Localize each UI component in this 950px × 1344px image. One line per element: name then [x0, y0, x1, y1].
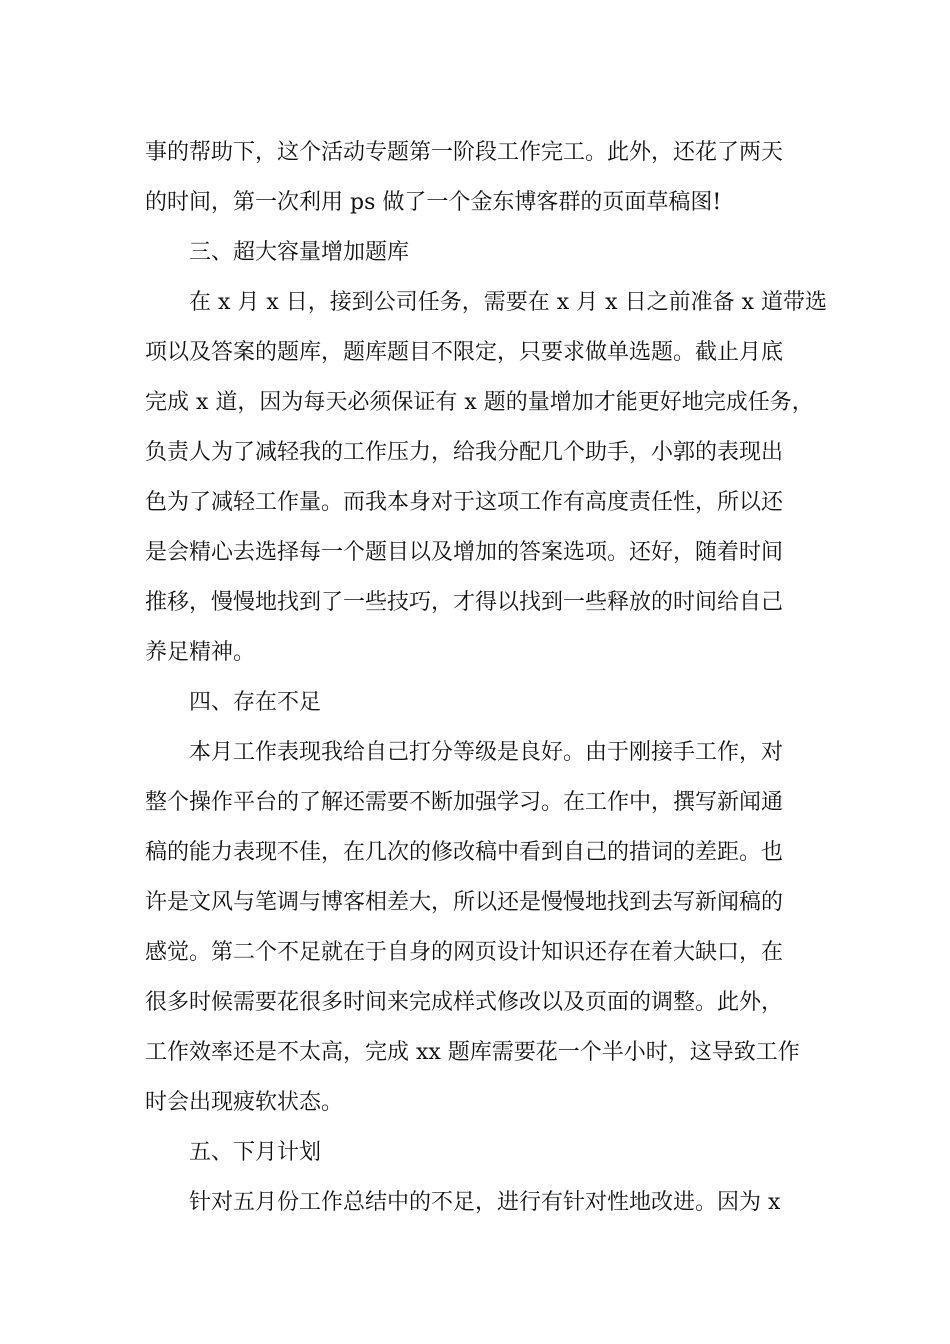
body-text-line: 项以及答案的题库，题库题目不限定，只要求做单选题。截止月底: [145, 340, 784, 365]
body-text-line: 色为了减轻工作量。而我本身对于这项工作有高度责任性，所以还: [145, 490, 784, 515]
body-text-line: 稿的能力表现不佳，在几次的修改稿中看到自己的措词的差距。也: [145, 840, 784, 865]
body-text-line: 感觉。第二个不足就在于自身的网页设计知识还存在着大缺口，在: [145, 940, 784, 965]
body-text-line: 的时间，第一次利用 ps 做了一个金东博客群的页面草稿图!: [145, 190, 722, 215]
section-heading-3: 三、超大容量增加题库: [189, 240, 410, 265]
body-text-line: 推移，慢慢地找到了一些技巧，才得以找到一些释放的时间给自己: [145, 590, 784, 615]
body-text-line: 整个操作平台的了解还需要不断加强学习。在工作中，撰写新闻通: [145, 790, 784, 815]
section-heading-4: 四、存在不足: [189, 690, 322, 715]
paragraph-start-line: 针对五月份工作总结中的不足，进行有针对性地改进。因为 x: [189, 1190, 781, 1215]
document-body: [145, 128, 825, 1228]
body-text-line: 事的帮助下，这个活动专题第一阶段工作完工。此外，还花了两天: [145, 140, 784, 165]
paragraph-start-line: 在 x 月 x 日，接到公司任务，需要在 x 月 x 日之前准备 x 道带选: [189, 290, 827, 315]
body-text-line: 时会出现疲软状态。: [145, 1090, 344, 1115]
paragraph-start-line: 本月工作表现我给自己打分等级是良好。由于刚接手工作，对: [189, 740, 784, 765]
body-text-line: 完成 x 道，因为每天必须保证有 x 题的量增加才能更好地完成任务，: [145, 390, 814, 415]
body-text-line: 负责人为了减轻我的工作压力，给我分配几个助手，小郭的表现出: [145, 440, 784, 465]
body-text-line: 很多时候需要花很多时间来完成样式修改以及页面的调整。此外，: [145, 990, 784, 1015]
section-heading-5: 五、下月计划: [189, 1140, 322, 1165]
body-text-line: 工作效率还是不太高，完成 xx 题库需要花一个半小时，这导致工作: [145, 1040, 800, 1065]
body-text-line: 是会精心去选择每一个题目以及增加的答案选项。还好，随着时间: [145, 540, 784, 565]
body-text-line: 许是文风与笔调与博客相差大，所以还是慢慢地找到去写新闻稿的: [145, 890, 784, 915]
body-text-line: 养足精神。: [145, 640, 256, 665]
